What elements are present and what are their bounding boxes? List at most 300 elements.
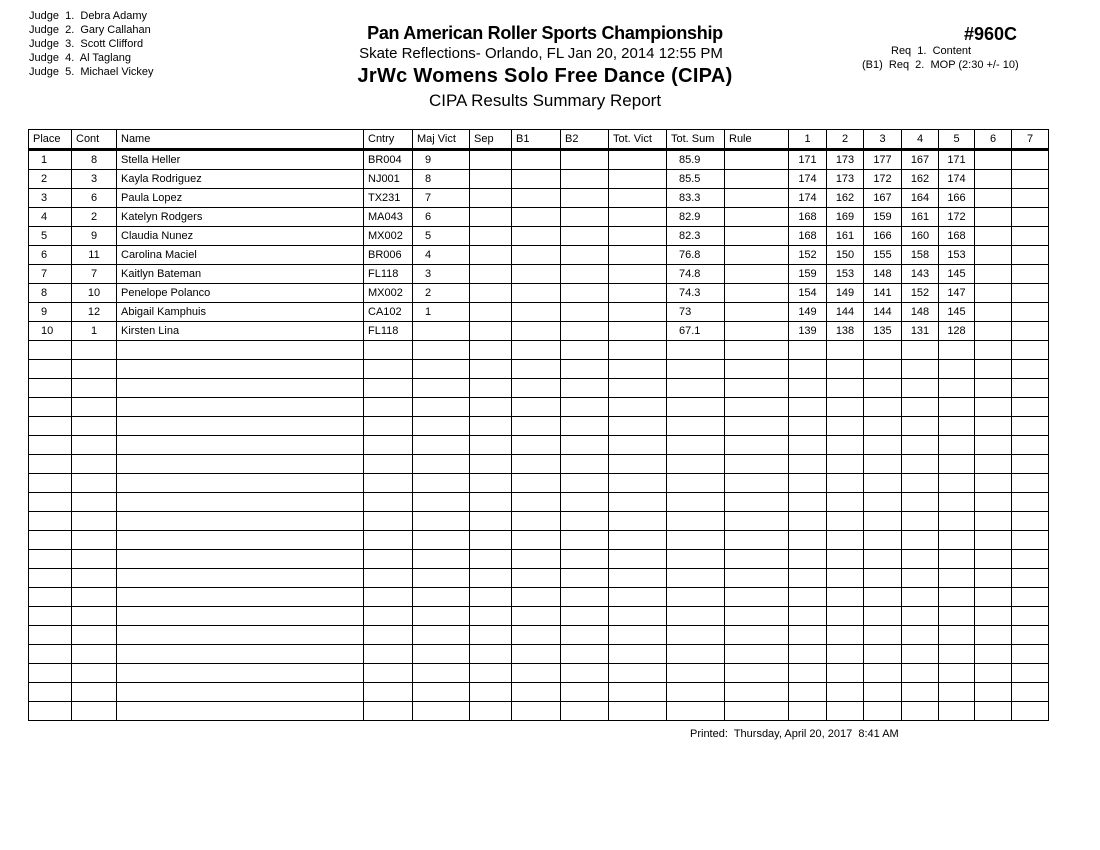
cell-j4: 131 <box>902 322 939 341</box>
empty-cell <box>667 702 725 721</box>
cell-tot-sum: 85.5 <box>667 170 725 189</box>
empty-cell <box>725 702 789 721</box>
col-judge-4: 4 <box>902 130 939 150</box>
cell-place: 10 <box>29 322 72 341</box>
cell-maj-vict: 9 <box>413 150 470 170</box>
empty-cell <box>364 341 413 360</box>
cell-j7 <box>1012 170 1049 189</box>
empty-cell <box>864 702 902 721</box>
empty-cell <box>72 417 117 436</box>
cell-j6 <box>975 208 1012 227</box>
empty-cell <box>609 417 667 436</box>
empty-cell <box>72 531 117 550</box>
empty-cell <box>413 417 470 436</box>
empty-cell <box>609 645 667 664</box>
empty-cell <box>725 398 789 417</box>
empty-cell <box>827 569 864 588</box>
empty-cell <box>939 455 975 474</box>
col-cont: Cont <box>72 130 117 150</box>
empty-cell <box>864 607 902 626</box>
cell-j1: 139 <box>789 322 827 341</box>
cell-tot-vict <box>609 150 667 170</box>
empty-cell <box>902 588 939 607</box>
cell-cntry: FL118 <box>364 265 413 284</box>
col-sep: Sep <box>470 130 512 150</box>
cell-b2 <box>561 265 609 284</box>
empty-cell <box>667 626 725 645</box>
cell-cont: 7 <box>72 265 117 284</box>
empty-cell <box>864 569 902 588</box>
cell-b1 <box>512 227 561 246</box>
empty-cell <box>725 493 789 512</box>
empty-cell <box>939 683 975 702</box>
empty-cell <box>864 531 902 550</box>
empty-cell <box>512 379 561 398</box>
printed-timestamp: Printed: Thursday, April 20, 2017 8:41 AM <box>690 728 899 740</box>
empty-cell <box>413 550 470 569</box>
cell-place: 4 <box>29 208 72 227</box>
cell-j7 <box>1012 189 1049 208</box>
empty-cell <box>29 569 72 588</box>
empty-cell <box>1012 626 1049 645</box>
empty-cell <box>117 645 364 664</box>
empty-cell <box>667 455 725 474</box>
cell-j6 <box>975 150 1012 170</box>
cell-j7 <box>1012 208 1049 227</box>
cell-tot-sum: 82.3 <box>667 227 725 246</box>
empty-cell <box>470 512 512 531</box>
col-cntry: Cntry <box>364 130 413 150</box>
results-body <box>29 150 1049 721</box>
cell-j6 <box>975 189 1012 208</box>
cell-j4: 164 <box>902 189 939 208</box>
empty-table-row <box>29 474 1049 493</box>
empty-cell <box>827 493 864 512</box>
cell-j2: 161 <box>827 227 864 246</box>
empty-cell <box>72 360 117 379</box>
empty-cell <box>29 588 72 607</box>
empty-cell <box>609 531 667 550</box>
empty-cell <box>512 626 561 645</box>
cell-j4: 148 <box>902 303 939 322</box>
empty-cell <box>29 683 72 702</box>
empty-cell <box>29 512 72 531</box>
empty-cell <box>864 379 902 398</box>
empty-cell <box>72 341 117 360</box>
empty-cell <box>609 474 667 493</box>
empty-cell <box>725 588 789 607</box>
empty-cell <box>667 550 725 569</box>
cell-maj-vict: 3 <box>413 265 470 284</box>
judge-4: Judge 4. Al Taglang <box>29 52 131 64</box>
empty-cell <box>72 664 117 683</box>
empty-cell <box>609 341 667 360</box>
empty-cell <box>725 474 789 493</box>
empty-cell <box>29 341 72 360</box>
empty-cell <box>561 569 609 588</box>
empty-cell <box>117 664 364 683</box>
empty-cell <box>789 512 827 531</box>
empty-cell <box>561 683 609 702</box>
empty-cell <box>789 531 827 550</box>
empty-cell <box>902 474 939 493</box>
empty-cell <box>975 379 1012 398</box>
empty-cell <box>1012 436 1049 455</box>
cell-j2: 149 <box>827 284 864 303</box>
empty-cell <box>470 474 512 493</box>
empty-cell <box>667 360 725 379</box>
col-judge-2: 2 <box>827 130 864 150</box>
cell-maj-vict: 8 <box>413 170 470 189</box>
empty-cell <box>364 702 413 721</box>
empty-cell <box>609 607 667 626</box>
cell-rule <box>725 265 789 284</box>
cell-b1 <box>512 284 561 303</box>
cell-j3: 177 <box>864 150 902 170</box>
report-title: CIPA Results Summary Report <box>428 91 662 110</box>
empty-cell <box>939 702 975 721</box>
empty-cell <box>939 645 975 664</box>
empty-cell <box>1012 360 1049 379</box>
col-name: Name <box>117 130 364 150</box>
empty-cell <box>413 569 470 588</box>
empty-cell <box>939 436 975 455</box>
cell-maj-vict <box>413 322 470 341</box>
cell-b2 <box>561 170 609 189</box>
empty-cell <box>470 607 512 626</box>
empty-cell <box>725 683 789 702</box>
cell-cont: 11 <box>72 246 117 265</box>
empty-cell <box>827 588 864 607</box>
empty-cell <box>827 645 864 664</box>
empty-cell <box>1012 398 1049 417</box>
empty-cell <box>413 512 470 531</box>
cell-b1 <box>512 303 561 322</box>
col-judge-5: 5 <box>939 130 975 150</box>
empty-cell <box>864 683 902 702</box>
cell-tot-vict <box>609 246 667 265</box>
empty-table-row <box>29 379 1049 398</box>
empty-cell <box>667 607 725 626</box>
cell-j3: 144 <box>864 303 902 322</box>
empty-cell <box>902 702 939 721</box>
cell-j7 <box>1012 227 1049 246</box>
empty-cell <box>827 360 864 379</box>
empty-cell <box>72 607 117 626</box>
cell-j7 <box>1012 246 1049 265</box>
empty-cell <box>29 702 72 721</box>
empty-cell <box>72 512 117 531</box>
empty-cell <box>609 569 667 588</box>
empty-cell <box>902 664 939 683</box>
cell-j2: 173 <box>827 150 864 170</box>
cell-place: 5 <box>29 227 72 246</box>
empty-cell <box>827 455 864 474</box>
empty-cell <box>864 360 902 379</box>
empty-cell <box>827 531 864 550</box>
empty-cell <box>725 455 789 474</box>
cell-j5: 171 <box>939 150 975 170</box>
empty-cell <box>72 702 117 721</box>
cell-sep <box>470 150 512 170</box>
cell-cont: 8 <box>72 150 117 170</box>
empty-cell <box>117 474 364 493</box>
cell-b2 <box>561 322 609 341</box>
empty-cell <box>939 550 975 569</box>
cell-cont: 1 <box>72 322 117 341</box>
empty-cell <box>827 607 864 626</box>
header-row <box>29 130 1049 150</box>
empty-cell <box>117 588 364 607</box>
cell-j6 <box>975 303 1012 322</box>
empty-cell <box>902 512 939 531</box>
empty-cell <box>667 341 725 360</box>
empty-cell <box>512 493 561 512</box>
cell-j1: 174 <box>789 170 827 189</box>
empty-cell <box>827 512 864 531</box>
empty-cell <box>667 588 725 607</box>
table-row <box>29 170 1049 189</box>
empty-cell <box>117 360 364 379</box>
empty-cell <box>864 455 902 474</box>
table-row <box>29 246 1049 265</box>
cell-j3: 135 <box>864 322 902 341</box>
cell-b2 <box>561 246 609 265</box>
empty-table-row <box>29 417 1049 436</box>
requirement-1: Req 1. Content <box>891 45 972 57</box>
cell-rule <box>725 246 789 265</box>
empty-cell <box>561 626 609 645</box>
cell-j6 <box>975 322 1012 341</box>
empty-cell <box>975 341 1012 360</box>
empty-cell <box>512 645 561 664</box>
cell-rule <box>725 170 789 189</box>
cell-name: Stella Heller <box>117 150 364 170</box>
empty-cell <box>864 664 902 683</box>
empty-cell <box>117 341 364 360</box>
empty-cell <box>939 474 975 493</box>
empty-cell <box>725 626 789 645</box>
cell-j6 <box>975 170 1012 189</box>
cell-j3: 172 <box>864 170 902 189</box>
cell-j6 <box>975 246 1012 265</box>
empty-cell <box>609 379 667 398</box>
cell-j3: 166 <box>864 227 902 246</box>
cell-j1: 159 <box>789 265 827 284</box>
empty-cell <box>667 398 725 417</box>
empty-cell <box>975 588 1012 607</box>
empty-cell <box>413 493 470 512</box>
cell-place: 6 <box>29 246 72 265</box>
empty-cell <box>725 341 789 360</box>
empty-cell <box>117 702 364 721</box>
cell-name: Paula Lopez <box>117 189 364 208</box>
cell-name: Carolina Maciel <box>117 246 364 265</box>
cell-j1: 168 <box>789 227 827 246</box>
cell-j4: 158 <box>902 246 939 265</box>
empty-cell <box>29 436 72 455</box>
cell-tot-sum: 74.3 <box>667 284 725 303</box>
empty-cell <box>72 626 117 645</box>
empty-cell <box>609 493 667 512</box>
empty-cell <box>1012 512 1049 531</box>
empty-cell <box>561 360 609 379</box>
empty-cell <box>117 531 364 550</box>
empty-cell <box>902 455 939 474</box>
empty-cell <box>29 607 72 626</box>
empty-cell <box>667 493 725 512</box>
empty-cell <box>561 607 609 626</box>
empty-cell <box>117 455 364 474</box>
empty-cell <box>864 550 902 569</box>
cell-cont: 3 <box>72 170 117 189</box>
cell-maj-vict: 4 <box>413 246 470 265</box>
empty-cell <box>413 702 470 721</box>
empty-cell <box>470 455 512 474</box>
cell-cont: 10 <box>72 284 117 303</box>
empty-cell <box>667 417 725 436</box>
empty-cell <box>413 360 470 379</box>
empty-cell <box>117 436 364 455</box>
empty-cell <box>975 702 1012 721</box>
cell-name: Kirsten Lina <box>117 322 364 341</box>
empty-table-row <box>29 341 1049 360</box>
requirement-2: (B1) Req 2. MOP (2:30 +/- 10) <box>862 59 1019 71</box>
empty-cell <box>512 683 561 702</box>
empty-cell <box>364 493 413 512</box>
empty-cell <box>975 607 1012 626</box>
empty-cell <box>789 341 827 360</box>
empty-cell <box>561 455 609 474</box>
empty-cell <box>29 493 72 512</box>
cell-j5: 128 <box>939 322 975 341</box>
cell-place: 1 <box>29 150 72 170</box>
cell-j3: 141 <box>864 284 902 303</box>
empty-table-row <box>29 436 1049 455</box>
empty-cell <box>827 474 864 493</box>
cell-tot-vict <box>609 170 667 189</box>
empty-cell <box>470 360 512 379</box>
cell-sep <box>470 284 512 303</box>
empty-cell <box>29 645 72 664</box>
empty-cell <box>470 341 512 360</box>
cell-j3: 148 <box>864 265 902 284</box>
empty-cell <box>827 379 864 398</box>
empty-cell <box>725 550 789 569</box>
empty-cell <box>827 683 864 702</box>
empty-cell <box>72 493 117 512</box>
empty-cell <box>413 588 470 607</box>
empty-cell <box>512 474 561 493</box>
empty-cell <box>827 664 864 683</box>
cell-j3: 155 <box>864 246 902 265</box>
cell-sep <box>470 227 512 246</box>
empty-cell <box>364 683 413 702</box>
empty-cell <box>413 645 470 664</box>
empty-cell <box>364 417 413 436</box>
cell-j5: 168 <box>939 227 975 246</box>
empty-cell <box>789 493 827 512</box>
empty-cell <box>902 341 939 360</box>
empty-cell <box>975 360 1012 379</box>
empty-cell <box>512 607 561 626</box>
empty-cell <box>975 398 1012 417</box>
cell-cntry: BR006 <box>364 246 413 265</box>
cell-rule <box>725 208 789 227</box>
empty-cell <box>975 531 1012 550</box>
empty-cell <box>364 531 413 550</box>
empty-cell <box>29 417 72 436</box>
empty-cell <box>725 379 789 398</box>
empty-cell <box>413 531 470 550</box>
table-row <box>29 208 1049 227</box>
empty-cell <box>1012 664 1049 683</box>
empty-cell <box>561 341 609 360</box>
empty-cell <box>789 664 827 683</box>
empty-cell <box>789 588 827 607</box>
empty-cell <box>364 645 413 664</box>
empty-cell <box>789 607 827 626</box>
empty-cell <box>29 455 72 474</box>
empty-cell <box>789 626 827 645</box>
cell-j4: 143 <box>902 265 939 284</box>
cell-maj-vict: 5 <box>413 227 470 246</box>
empty-table-row <box>29 531 1049 550</box>
empty-cell <box>72 588 117 607</box>
empty-table-row <box>29 607 1049 626</box>
empty-cell <box>902 360 939 379</box>
empty-cell <box>789 417 827 436</box>
empty-cell <box>667 531 725 550</box>
empty-cell <box>1012 588 1049 607</box>
cell-j1: 152 <box>789 246 827 265</box>
empty-cell <box>864 398 902 417</box>
cell-sep <box>470 246 512 265</box>
empty-cell <box>364 360 413 379</box>
cell-sep <box>470 303 512 322</box>
empty-cell <box>512 512 561 531</box>
col-judge-3: 3 <box>864 130 902 150</box>
empty-cell <box>561 379 609 398</box>
empty-cell <box>72 455 117 474</box>
empty-cell <box>470 398 512 417</box>
empty-cell <box>1012 702 1049 721</box>
empty-cell <box>512 360 561 379</box>
empty-cell <box>1012 455 1049 474</box>
cell-cont: 9 <box>72 227 117 246</box>
cell-b1 <box>512 150 561 170</box>
empty-cell <box>864 588 902 607</box>
empty-cell <box>561 702 609 721</box>
empty-cell <box>902 683 939 702</box>
cell-j6 <box>975 227 1012 246</box>
judge-1: Judge 1. Debra Adamy <box>29 10 148 22</box>
empty-cell <box>470 569 512 588</box>
empty-cell <box>512 398 561 417</box>
col-maj-vict: Maj Vict <box>413 130 470 150</box>
empty-cell <box>470 417 512 436</box>
cell-j4: 167 <box>902 150 939 170</box>
empty-cell <box>1012 607 1049 626</box>
empty-cell <box>975 645 1012 664</box>
table-row <box>29 227 1049 246</box>
table-row <box>29 150 1049 170</box>
empty-cell <box>725 436 789 455</box>
empty-cell <box>364 436 413 455</box>
empty-cell <box>470 645 512 664</box>
judges-list <box>29 9 154 79</box>
empty-cell <box>902 531 939 550</box>
